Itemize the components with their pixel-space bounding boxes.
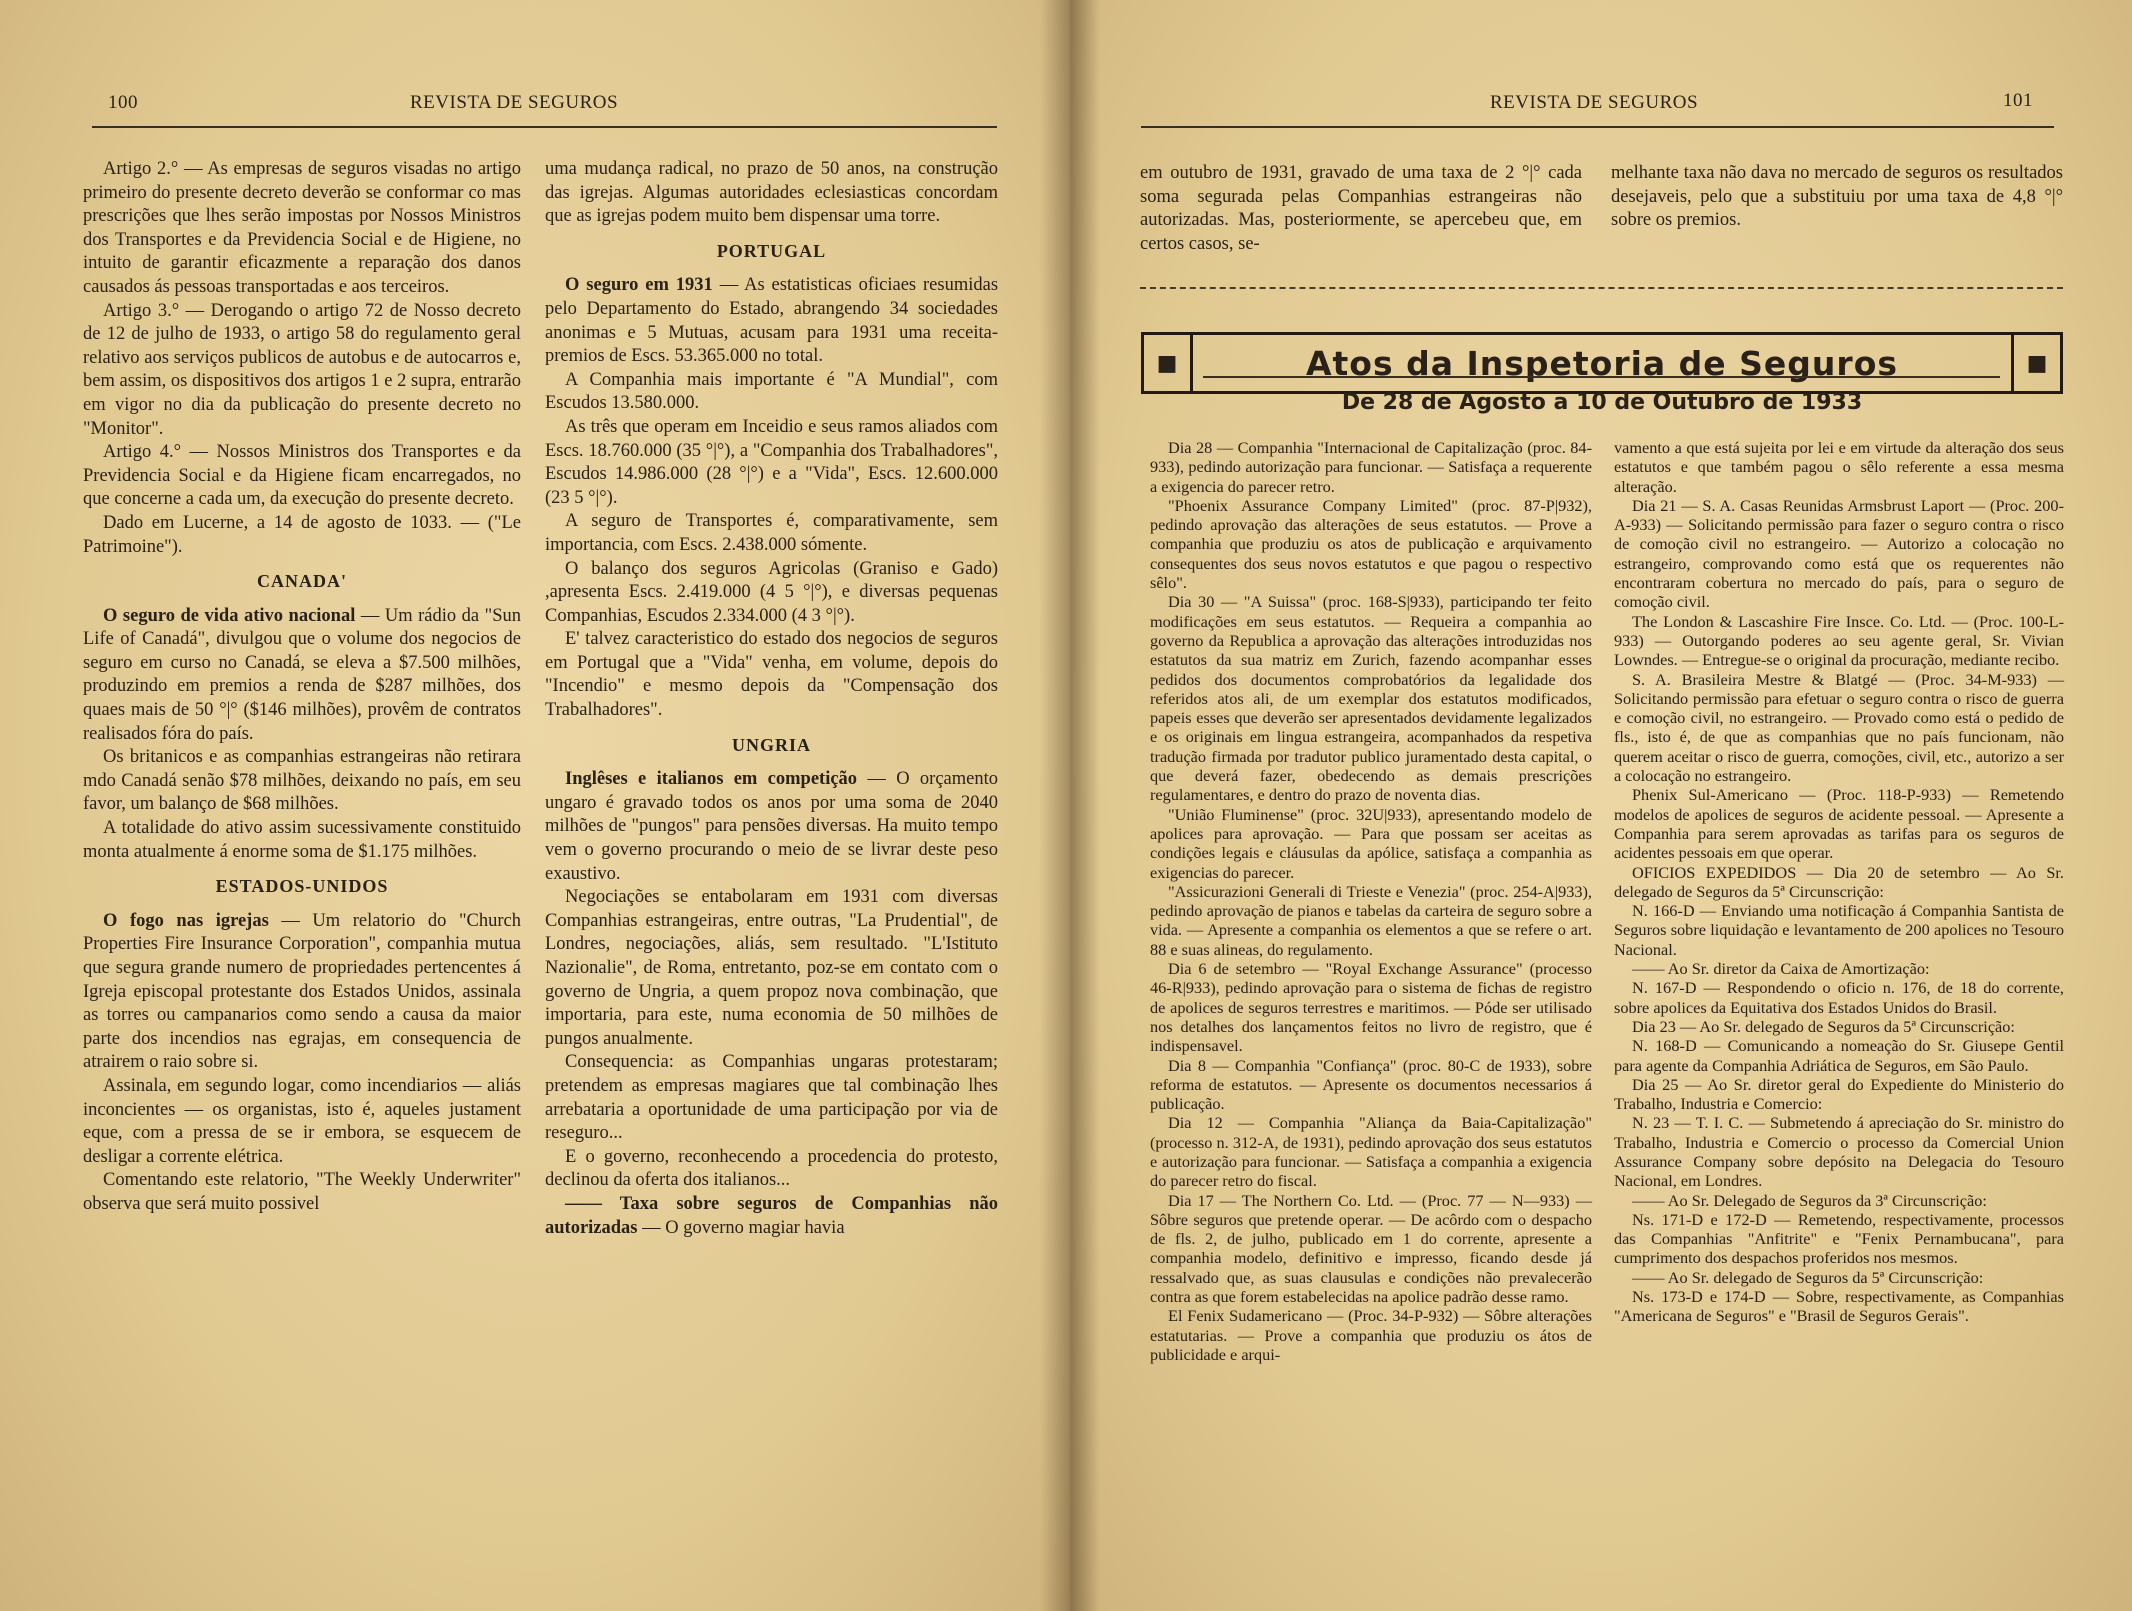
usa-paragraph-3: Comentando este relatorio, "The Weekly Underwriter" observa que será muito possivel bbox=[83, 1170, 521, 1214]
page-number-right: 101 bbox=[2003, 90, 2033, 111]
entry: The London & Lascashire Fire Insce. Co. Ltd. — (Proc. 100-L-933) — Outorgando poderes ao seu agente geral, Sr. Vivian Lowndes. — Entregue-se o original da procuração, mediante recibo. bbox=[1614, 611, 2064, 670]
portugal-paragraph-3: As três que operam em Inceidio e seus ramos aliados com Escs. 18.760.000 (35 °|°), a "Companhia dos Trabalhadores", Escudos 14.986.000 (28 °|°) e a "Vida", Escs. 12.600.000 (23 5 °|°). bbox=[545, 416, 998, 508]
entry: —— Ao Sr. Delegado de Seguros da 3ª Circunscrição: bbox=[1632, 1190, 1987, 1210]
heading-canada: CANADA' bbox=[257, 571, 347, 592]
entry: "União Fluminense" (proc. 32U|933), apresentando modelo de apolices para aprovação. — Para que possam ser aceitas as condições legais e cláusulas da apólice, satisfaça a companhia as exigencias do parecer. bbox=[1150, 804, 1592, 882]
canada-lead: O seguro de vida ativo nacional bbox=[103, 605, 356, 626]
article-2: Artigo 2.° — As empresas de seguros visadas no artigo primeiro do presente decreto deverão se conformar co mas prescrições que lhes serão impostas por Nossos Ministros dos Transportes e da Previdencia Social e de Higiene, no intuito de garantir eficazmente a reparação dos danos causados ás pessoas transportadas e aos terceiros. bbox=[83, 159, 521, 297]
heading-estados-unidos: ESTADOS-UNIDOS bbox=[215, 876, 389, 897]
continued-paragraph: uma mudança radical, no prazo de 50 anos, na construção das igrejas. Algumas autoridades eclesiasticas concordam que as igrejas podem muito bem dispensar uma torre. bbox=[545, 159, 998, 227]
header-rule-right bbox=[1141, 126, 2054, 128]
entry: S. A. Brasileira Mestre & Blatgé — (Proc. 34-M-933) — Solicitando permissão para efetuar o seguro contra o risco de guerra e comoção civil, no estrangeiro. — Provado como está o pedido de fls., isto é, de que as companhias que no país funcionam, não querem aceitar o risco de guerra, comoções, civil, etc., autorizo a ser a colocação no estrangeiro. bbox=[1614, 669, 2064, 786]
left-column-2 bbox=[545, 158, 998, 1240]
heading-ungria: UNGRIA bbox=[731, 734, 811, 755]
taxa-text: — O governo magiar havia bbox=[642, 1217, 845, 1238]
entry: N. 166-D — Enviando uma notificação á Companhia Santista de Seguros sobre liquidação e levantamento de 200 apolices no Tesouro Nacional. bbox=[1614, 901, 2064, 959]
right-column-2 bbox=[1614, 438, 2064, 1326]
section-title: Atos da Inspetoria de Seguros bbox=[1305, 343, 1899, 383]
header-rule-left bbox=[92, 126, 997, 128]
ungria-text: — O orçamento ungaro é gravado todos os anos por uma soma de 2040 milhões de "pungos" para pensões diversas. Ha muito tempo vem o governo procurando o meio de se livrar deste peso exaustivo. bbox=[545, 769, 999, 884]
entry: Dia 23 — Ao Sr. delegado de Seguros da 5ª Circunscrição: bbox=[1632, 1016, 2015, 1036]
portugal-paragraph-2: A Companhia mais importante é "A Mundial", com Escudos 13.580.000. bbox=[545, 369, 998, 414]
entry: Ns. 173-D e 174-D — Sobre, respectivamente, as Companhias "Americana de Seguros" e "Brasil de Seguros Gerais". bbox=[1614, 1287, 2064, 1326]
usa-lead: O fogo nas igrejas bbox=[103, 910, 269, 931]
title-underline bbox=[1203, 376, 2000, 378]
section-title-box bbox=[1141, 332, 2063, 394]
usa-paragraph bbox=[83, 910, 521, 1075]
article-3: Artigo 3.° — Derogando o artigo 72 de Nosso decreto de 12 de julho de 1933, o artigo 58 do regulamento geral relativo aos serviços publicos de autobus e de autocarros e, bem assim, os dispositivos dos artigos 1 e 2 supra, entrarão em vigor no dia da publicação do presente decreto no "Monitor". bbox=[83, 300, 521, 439]
entry: Phenix Sul-Americano — (Proc. 118-P-933) — Remetendo modelos de apolices de seguros de acidente pessoal. — Apresente a Companhia para serem aprovadas as tarifas para os seguros de acidentes pessoais em que operar. bbox=[1614, 785, 2064, 863]
left-column-1 bbox=[83, 158, 521, 1217]
entry: Dia 12 — Companhia "Aliança da Baia-Capitalização" (processo n. 312-A, de 1931), pedindo aprovação dos seus estatutos e autorização para funcionar. — Satisfaça a companhia a exigencia do parecer retro do fiscal. bbox=[1150, 1113, 1592, 1191]
continued-text: em outubro de 1931, gravado de uma taxa de 2 °|° cada soma segurada pelas Companhias estrangeiras não autorizadas. Mas, posteriormente, se apercebeu que, em certos casos, se- bbox=[1140, 163, 1582, 254]
entry: Dia 8 — Companhia "Confiança" (proc. 80-C de 1933), sobre reforma de estatutos. — Apresente os documentos necessarios á publicação. bbox=[1150, 1055, 1592, 1114]
running-head-right: REVISTA DE SEGUROS bbox=[1490, 92, 1699, 113]
entry: Dia 21 — S. A. Casas Reunidas Armsbrust Laport — (Proc. 200-A-933) — Solicitando permissão para fazer o seguro contra o risco de comoção civil no estrangeiro. — Autorizo a colocação no estrangeiro, comprovando como está que os requerentes não encontraram cobertura no mercado do país, para o seguro de comoção civil. bbox=[1614, 495, 2064, 612]
continued-text-2: melhante taxa não dava no mercado de seguros os resultados desejaveis, pelo que a substituiu por uma taxa de 4,8 °|° sobre os premios. bbox=[1611, 163, 2063, 231]
page-number-left: 100 bbox=[108, 92, 138, 113]
entry: vamento a que está sujeita por lei e em virtude da alteração dos seus estatutos e que também pagou o sêlo referente a essa mesma alteração. bbox=[1614, 438, 2064, 496]
entry: Dia 25 — Ao Sr. diretor geral do Expediente do Ministerio do Trabalho, Industria e Comercio: bbox=[1614, 1074, 2064, 1114]
entry: Dia 6 de setembro — "Royal Exchange Assurance" (processo 46-R|933), pedindo aprovação para o sistema de fichas de registro de apolices de seguros terrestres e maritimos. — Póde ser utilisado nos detalhes dos lançamentos feitos no livro de registro, que é indispensavel. bbox=[1150, 959, 1592, 1056]
entry: El Fenix Sudamericano — (Proc. 34-P-932) — Sôbre alterações estatutarias. — Prove a companhia que produziu os átos de publicidade e arqui- bbox=[1150, 1306, 1592, 1364]
dated-line: Dado em Lucerne, a 14 de agosto de 1033. — ("Le Patrimoine"). bbox=[83, 512, 521, 557]
entry: Dia 28 — Companhia "Internacional de Capitalização (proc. 84-933), pedindo autorização para funcionar. — Satisfaça a requerente a exigencia do parecer retro. bbox=[1150, 438, 1592, 496]
entry: N. 23 — T. I. C. — Submetendo á apreciação do Sr. ministro do Trabalho, Industria e Comercio o processo da Comercial Union Assurance Company sobre depósito na Delegacia do Tesouro Nacional, em Londres. bbox=[1614, 1113, 2064, 1191]
portugal-paragraph-5: O balanço dos seguros Agricolas (Graniso e Gado) ,apresenta Escs. 2.419.000 (4 5 °|°), e diversas pequenas Companhias, Escudos 2.334.000 (4 3 °|°). bbox=[545, 558, 998, 626]
canada-paragraph bbox=[83, 605, 521, 747]
ungria-paragraph-2: Negociações se entabolaram em 1931 com diversas Companhias estrangeiras, entre outras, "La Prudential", de Londres, negociações, aliás, sem resultado. "L'Istituto Nazionalie", de Roma, entretanto, poz-se em contato com o governo de Ungria, a quem propoz nova combinação, que importaria, para este, numa economia de 50 milhões de pungos anualmente. bbox=[545, 887, 998, 1049]
section-subtitle: De 28 de Agosto a 10 de Outubro de 1933 bbox=[1341, 390, 1863, 415]
heading-portugal: PORTUGAL bbox=[716, 240, 827, 261]
entry: —— Ao Sr. delegado de Seguros da 5ª Circunscrição: bbox=[1632, 1267, 1984, 1287]
portugal-paragraph bbox=[545, 274, 998, 368]
taxa-lead: —— Taxa sobre seguros de Companhias não autorizadas bbox=[545, 1193, 998, 1238]
entry: Dia 17 — The Northern Co. Ltd. — (Proc. 77 — N—933) — Sôbre seguros que pretende operar. — De acôrdo com o despacho de fls. 2, de julho, publicado em 1 do corrente, apresente a companhia modelo, definitivo e impresso, ficando desde já ressalvado que, as suas clausulas e condições não prevalecerão contra as que forem estabelecidas na apolice padrão desse ramo. bbox=[1150, 1190, 1592, 1307]
portugal-text: — As estatisticas oficiaes resumidas pelo Departamento do Estado, abrangendo 34 sociedades anonimas e 5 Mutuas, acusam para 1931 uma receita-premios de Escs. 53.365.000 no total. bbox=[545, 275, 999, 367]
entry: "Assicurazioni Generali di Trieste e Venezia" (proc. 254-A|933), pedindo aprovação de pianos e tabelas da carteira de seguro sobre a vida. — Apresente a companhia os elementos a que se refere o art. 88 e suas alineas, do regulamento. bbox=[1150, 881, 1592, 959]
right-top-column-1 bbox=[1140, 162, 1582, 256]
portugal-paragraph-4: A seguro de Transportes é, comparativamente, sem importancia, com Escs. 2.438.000 sómente. bbox=[545, 511, 998, 555]
entry: OFICIOS EXPEDIDOS — Dia 20 de setembro — Ao Sr. delegado de Seguros da 5ª Circunscrição: bbox=[1614, 862, 2064, 901]
square-ornament-right: ■ bbox=[2011, 335, 2060, 391]
ungria-paragraph-4: E o governo, reconhecendo a procedencia do protesto, declinou da oferta dos italianos... bbox=[545, 1146, 998, 1191]
entry: "Phoenix Assurance Company Limited" (proc. 87-P|932), pedindo aprovação das alterações de seus estatutos. — Prove a companhia que produziu os atos de publicação e arquivamento consequentes dos seus novos estatutos e que pagou o respectivo sêlo". bbox=[1150, 495, 1592, 593]
portugal-lead: O seguro em 1931 bbox=[565, 275, 713, 296]
entry: N. 167-D — Respondendo o oficio n. 176, de 18 do corrente, sobre apolices da Equitativa dos Estados Unidos do Brasil. bbox=[1614, 978, 2064, 1017]
article-4: Artigo 4.° — Nossos Ministros dos Transportes e da Previdencia Social e da Higiene ficam encarregados, no que concerne a cada um, da execução do presente decreto. bbox=[83, 442, 521, 510]
portugal-paragraph-6: E' talvez caracteristico do estado dos negocios de seguros em Portugal que a "Vida" venha, em volume, depois do "Incendio" e mesmo depois da "Compensação dos Trabalhadores". bbox=[545, 629, 998, 721]
canada-paragraph-2: Os britanicos e as companhias estrangeiras não retirara mdo Canadá senão $78 milhões, deixando no país, em seu favor, um balanço de $68 milhões. bbox=[83, 747, 521, 815]
dotted-divider bbox=[1140, 287, 2063, 289]
entry: —— Ao Sr. diretor da Caixa de Amortização: bbox=[1632, 959, 1930, 979]
right-top-column-2 bbox=[1611, 162, 2063, 233]
right-column-1 bbox=[1150, 438, 1592, 1364]
canada-text: — Um rádio da "Sun Life of Canadá", divulgou que o volume dos negocios de seguro em curso no Canadá, se eleva a $7.500 milhões, produzindo em premios a renda de $287 milhões, dos quaes mais de 50 °|° ($146 milhões), provêm de contratos realisados fóra do país. bbox=[83, 605, 521, 744]
taxa-paragraph bbox=[545, 1193, 998, 1240]
usa-text: — Um relatorio do "Church Properties Fire Insurance Corporation", companhia mutua que segura grande numero de propriedades pertencentes á Igreja episcopal protestante dos Estados Unidos, assinala as torres ou campanarios como sendo a causa da maior parte dos incendios nas egrajas, em consequencia de atrairem o raio sobre si. bbox=[83, 910, 521, 1073]
canada-paragraph-3: A totalidade do ativo assim sucessivamente constituido monta atualmente á enorme soma de $1.175 milhões. bbox=[83, 818, 521, 862]
square-ornament-left: ■ bbox=[1144, 335, 1193, 391]
running-head-left: REVISTA DE SEGUROS bbox=[410, 92, 619, 113]
entry: Dia 30 — "A Suissa" (proc. 168-S|933), participando ter feito modificações em seus estatutos. — Requeira a companhia ao governo da Republica a aprovação das alterações introduzidas nos estatutos da sua matriz em Zurich, fazendo acompanhar esses pedidos dos documentos comprobatórios da legalidade dos referidos atos ali, de um exemplar dos estatutos modificados, papeis esses que deverão ser apresentados devidamente legalizados e os originais em lingua estrangeira, acompanhados da respetiva tradução firmada por tradutor publico juramentado desta capital, o que deverá fazer, obedecendo as demais prescrições regulamentares, e dentro do prazo de noventa dias. bbox=[1150, 592, 1592, 805]
ungria-paragraph bbox=[545, 768, 998, 886]
usa-paragraph-2: Assinala, em segundo logar, como incendiarios — aliás inconcientes — os organistas, isto é, aqueles justament eque, com a pressa de se ir embora, se esquecem de desligar a corrente elétrica. bbox=[83, 1075, 521, 1167]
entry: Ns. 171-D e 172-D — Remetendo, respectivamente, processos das Companhias "Anfitrite" e "Fenix Pernambucana", para cumprimento dos despachos proferidos nos mesmos. bbox=[1614, 1209, 2064, 1268]
entry: N. 168-D — Comunicando a nomeação do Sr. Giusepe Gentil para agente da Companhia Adriática de Seguros, em São Paulo. bbox=[1614, 1036, 2064, 1075]
ungria-paragraph-3: Consequencia: as Companhias ungaras protestaram; pretendem as empresas magiares que tal combinação lhes arrebataria a oportunidade de uma participação por via de reseguro... bbox=[545, 1052, 998, 1144]
ungria-lead: Inglêses e italianos em competição bbox=[565, 769, 858, 790]
